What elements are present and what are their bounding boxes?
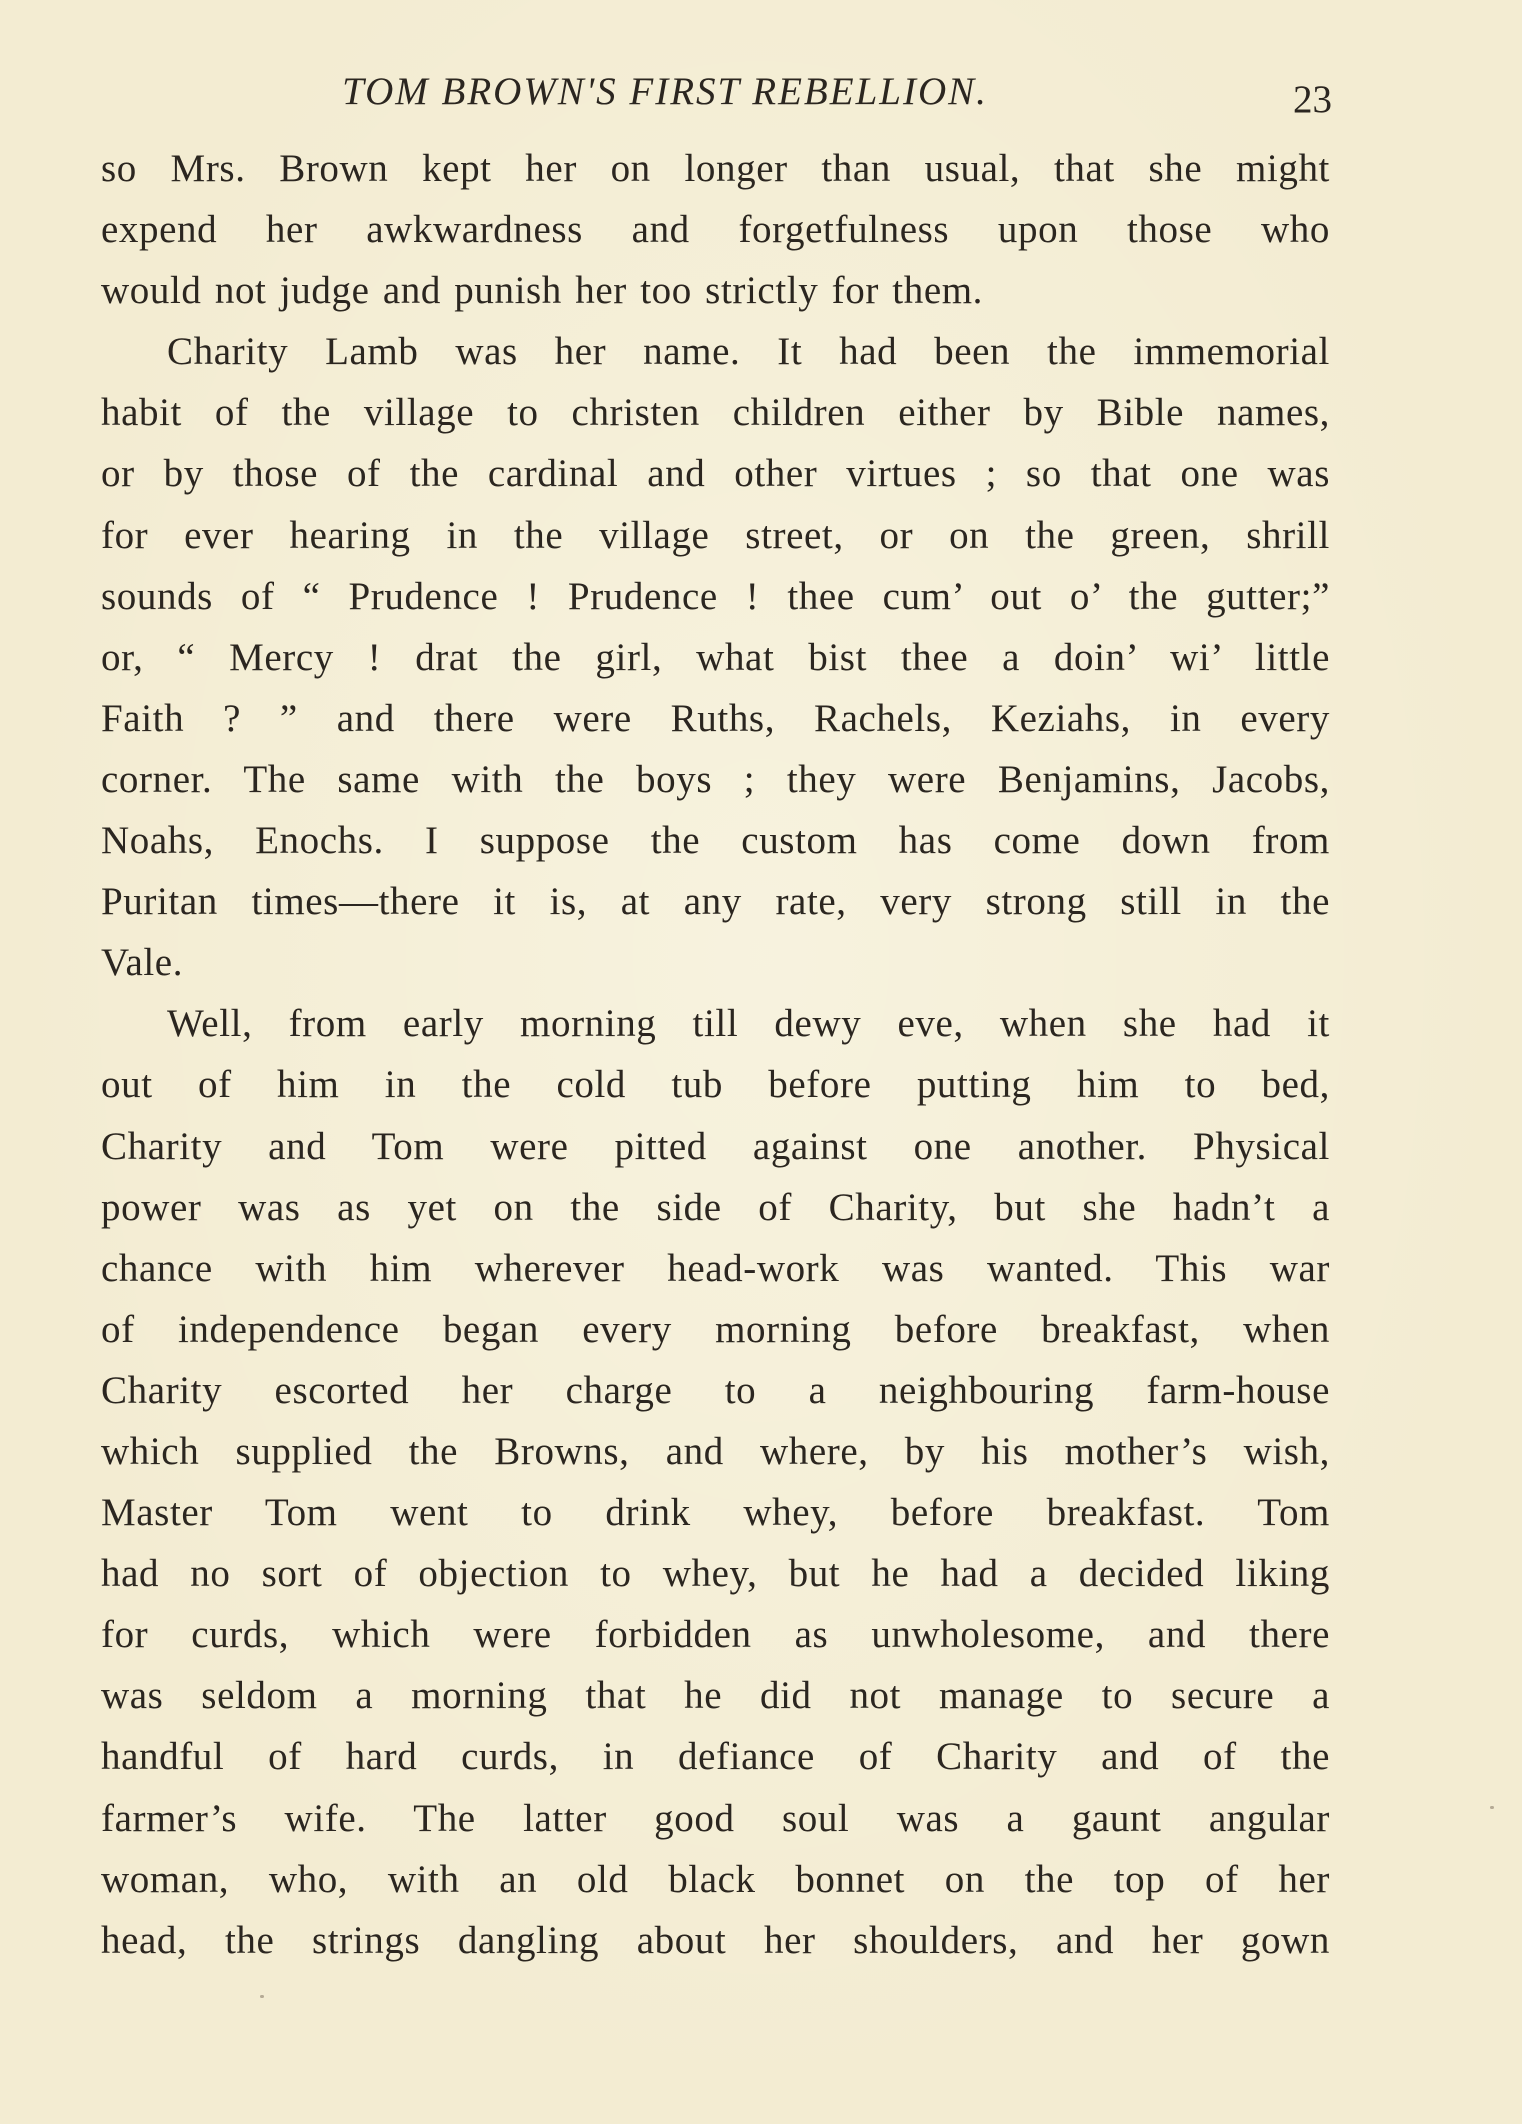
page-number: 23 [1293,78,1332,121]
text-line: Master Tom went to drink whey, before breakfast. Tom [101,1491,1330,1535]
running-head [100,62,1330,122]
text-line: corner. The same with the boys ; they were Benjamins, Jacobs, [101,757,1330,801]
text-line: expend her awkwardness and forgetfulness upon those who [101,208,1330,252]
text-line: Charity escorted her charge to a neighbouring farm-house [101,1368,1330,1412]
text-line: for curds, which were forbidden as unwholesome, and there [101,1613,1330,1657]
text-line: or, “ Mercy ! drat the girl, what bist thee a doin’ wi’ little [101,635,1330,679]
paper-speck [1490,1806,1494,1809]
text-line: would not judge and punish her too strictly for them. [101,269,984,313]
text-line: Faith ? ” and there were Ruths, Rachels, Keziahs, in every [101,696,1330,740]
text-line: for ever hearing in the village street, or on the green, shrill [101,513,1330,557]
text-line: head, the strings dangling about her shoulders, and her gown [101,1918,1330,1962]
text-line: had no sort of objection to whey, but he had a decided liking [101,1552,1330,1596]
text-line: was seldom a morning that he did not manage to secure a [101,1674,1330,1718]
text-line: Puritan times—there it is, at any rate, very strong still in the [101,880,1330,924]
text-line: so Mrs. Brown kept her on longer than usual, that she might [101,147,1330,190]
text-line: sounds of “ Prudence ! Prudence ! thee cum’ out o’ the gutter;” [101,574,1330,618]
text-line: or by those of the cardinal and other virtues ; so that one was [101,452,1330,496]
paper-speck [260,1995,264,1998]
text-line: which supplied the Browns, and where, by his mother’s wish, [101,1429,1330,1473]
text-line: Noahs, Enochs. I suppose the custom has come down from [101,819,1330,863]
text-line: Charity Lamb was her name. It had been the immemorial [167,330,1330,374]
text-line: power was as yet on the side of Charity, but she hadn’t a [101,1185,1330,1229]
text-line: handful of hard curds, in defiance of Charity and of the [101,1735,1330,1779]
text-line: Charity and Tom were pitted against one another. Physical [101,1124,1330,1168]
text-line: out of him in the cold tub before putting him to bed, [101,1063,1330,1107]
text-line: Well, from early morning till dewy eve, when she had it [167,1002,1330,1046]
text-line: farmer’s wife. The latter good soul was a gaunt angular [101,1796,1330,1840]
text-line: chance with him wherever head-work was wanted. This war [101,1246,1330,1290]
text-line: of independence began every morning before breakfast, when [101,1307,1330,1351]
text-line: woman, who, with an old black bonnet on the top of her [101,1857,1330,1901]
body-text [101,138,1330,1971]
running-title: TOM BROWN'S FIRST REBELLION. [342,70,988,113]
text-line: Vale. [101,941,184,985]
text-line: habit of the village to christen children either by Bible names, [101,391,1330,435]
